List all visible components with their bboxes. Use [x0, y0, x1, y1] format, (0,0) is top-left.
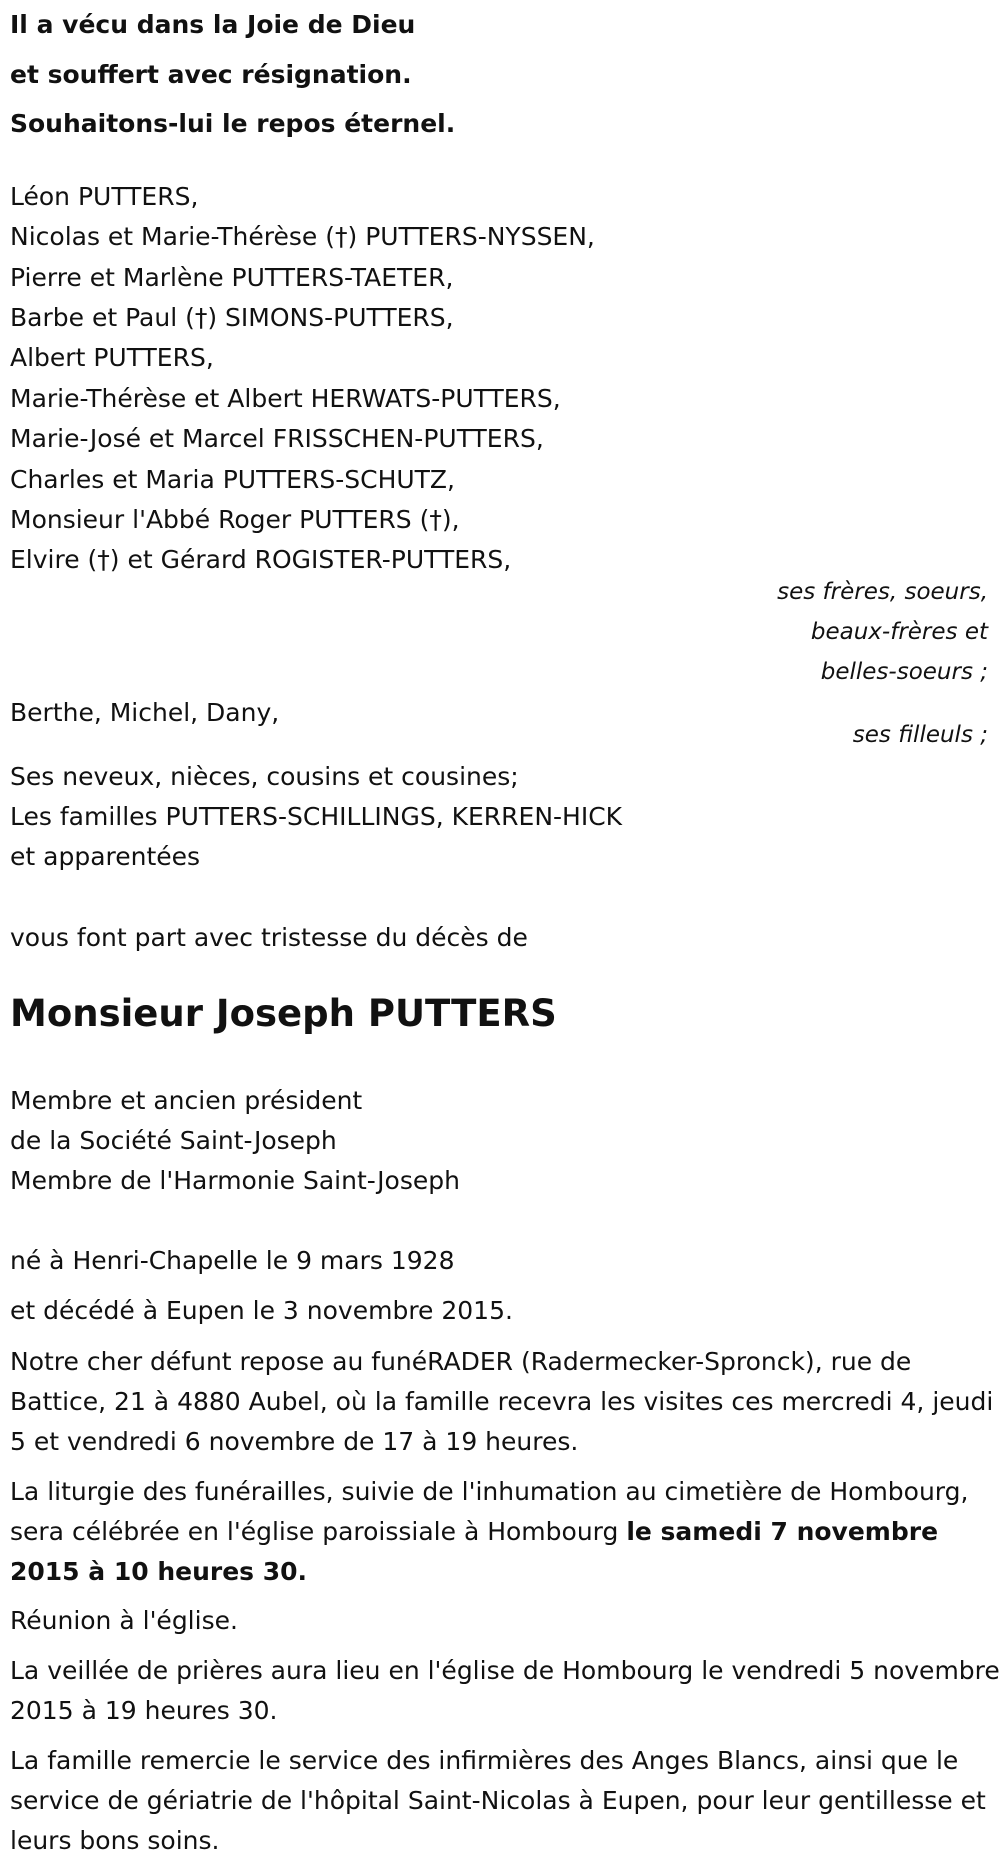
visitation-paragraph: Notre cher défunt repose au funéRADER (Radermecker-Spronck), rue de Battice, 21 à 4880 Aubel, où la famille recevra les visites ces mercredi 4, jeudi 5 et vendredi 6 novembre de 17 à 19 heures. [10, 1347, 994, 1456]
family-member: Marie-José et Marcel FRISSCHEN-PUTTERS, [10, 424, 544, 454]
intro-line: Souhaitons-lui le repos éternel. [10, 109, 456, 139]
family-member: Barbe et Paul (†) SIMONS-PUTTERS, [10, 303, 454, 332]
relation-line: ses frères, soeurs, [777, 579, 988, 605]
role-line: Membre et ancien président [10, 1086, 363, 1115]
relatives-list [10, 757, 622, 877]
relatives-line: et apparentées [10, 842, 201, 871]
funeral-date: le samedi 7 novembre 2015 à 10 heures 30. [10, 1517, 939, 1586]
birth-info: né à Henri-Chapelle le 9 mars 1928 [10, 1246, 455, 1275]
siblings-relation [777, 572, 988, 692]
intro-line: et souffert avec résignation. [10, 59, 412, 89]
funeral-text: La liturgie des funérailles, suivie de l'inhumation au cimetière de Hombourg, sera célébrée en l'église paroissiale à Hombourg [10, 1477, 969, 1546]
relation-line: belles-soeurs ; [820, 659, 988, 685]
relatives-line: Ses neveux, nièces, cousins et cousines; [10, 762, 519, 791]
godchildren-relation: ses filleuls ; [852, 722, 988, 748]
family-member: Albert PUTTERS, [10, 343, 214, 373]
family-member: Léon PUTTERS, [10, 181, 199, 211]
obituary-content [10, 0, 1000, 1855]
deceased-name: Monsieur Joseph PUTTERS [10, 992, 557, 1035]
family-list [10, 177, 1000, 581]
vigil-paragraph: La veillée de prières aura lieu en l'église de Hombourg le vendredi 5 novembre 2015 à 19 heures 30. [10, 1656, 1000, 1725]
meeting-info: Réunion à l'église. [10, 1606, 238, 1635]
family-member: Elvire (†) et Gérard ROGISTER-PUTTERS, [10, 545, 512, 575]
family-member: Marie-Thérèse et Albert HERWATS-PUTTERS, [10, 383, 561, 413]
thanks-paragraph: La famille remercie le service des infirmières des Anges Blancs, ainsi que le service de gériatrie de l'hôpital Saint-Nicolas à Eupen, pour leur gentillesse et leurs bons soins. [10, 1746, 986, 1855]
role-line: Membre de l'Harmonie Saint-Joseph [10, 1166, 460, 1195]
death-info: et décédé à Eupen le 3 novembre 2015. [10, 1296, 513, 1325]
roles-list [10, 1081, 460, 1201]
role-line: de la Société Saint-Joseph [10, 1126, 337, 1155]
family-member: Charles et Maria PUTTERS-SCHUTZ, [10, 464, 456, 494]
family-member: Pierre et Marlène PUTTERS-TAETER, [10, 262, 454, 292]
family-member: Nicolas et Marie-Thérèse (†) PUTTERS-NYSSEN, [10, 222, 595, 252]
godchildren: Berthe, Michel, Dany, [10, 698, 280, 727]
relatives-line: Les familles PUTTERS-SCHILLINGS, KERREN-HICK [10, 802, 623, 831]
family-member: Monsieur l'Abbé Roger PUTTERS (†), [10, 505, 460, 535]
intro-verse [10, 0, 1000, 149]
intro-line: Il a vécu dans la Joie de Dieu [10, 10, 416, 39]
relation-line: beaux-frères et [810, 619, 988, 645]
announcement: vous font part avec tristesse du décès de [10, 923, 528, 952]
funeral-paragraph [10, 1472, 1000, 1592]
